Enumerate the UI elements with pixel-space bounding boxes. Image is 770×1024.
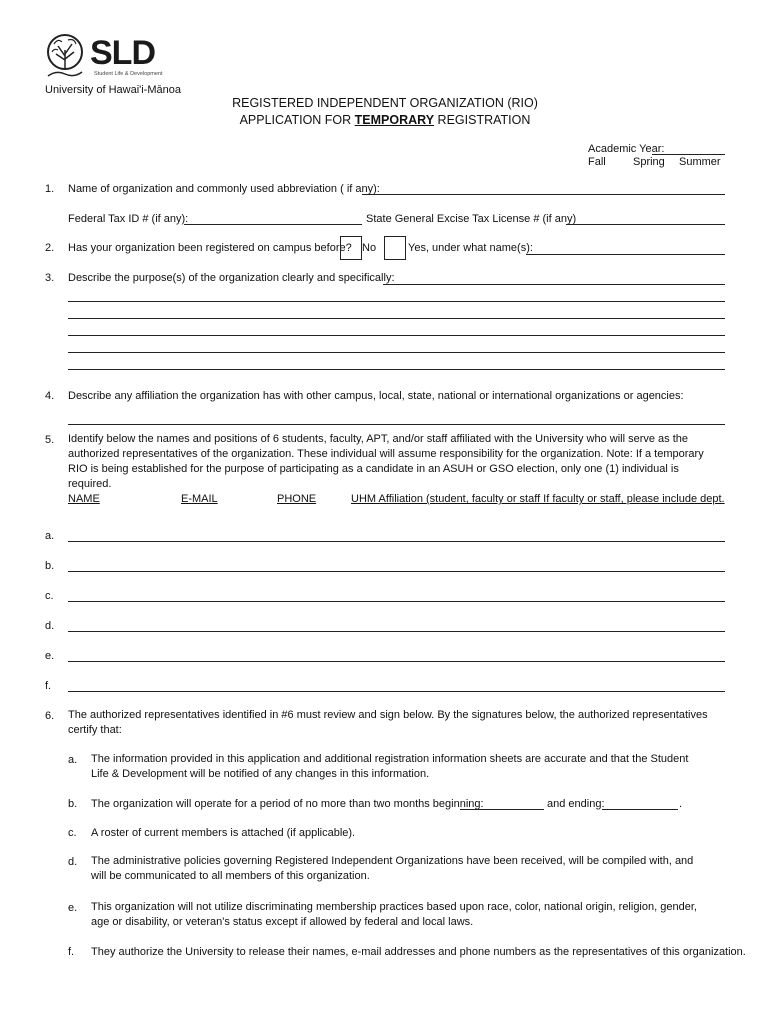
q4-label: Describe any affiliation the organization has with other campus, local, state, national or international organizations or agencies: (68, 390, 684, 402)
q6-f-text: They authorize the University to release their names, e-mail addresses and phone numbers as the representatives of this organization. (91, 946, 746, 958)
affiliation-field[interactable] (68, 424, 725, 425)
title-prefix: APPLICATION FOR (239, 113, 355, 127)
org-name-field[interactable] (362, 194, 725, 195)
purpose-field-line[interactable] (68, 352, 725, 353)
q1-label: Name of organization and commonly used abbreviation ( if any): (68, 183, 380, 195)
purpose-field-line[interactable] (68, 318, 725, 319)
rep-row-label: a. (45, 530, 55, 542)
q3-number: 3. (45, 272, 55, 284)
q4-number: 4. (45, 390, 55, 402)
end-date-field[interactable] (602, 809, 678, 810)
term-summer[interactable]: Summer (679, 156, 721, 168)
q6-d-text: The administrative policies governing Registered Independent Organizations have been received, will be compiled with, and will be communicated to all members of this organization. (91, 855, 694, 882)
purpose-field-line[interactable] (68, 335, 725, 336)
q2-label: Has your organization been registered on campus before? (68, 242, 352, 254)
q6-text: The authorized representatives identified in #6 must review and sign below. By the signatures below, the authorized representatives certify that: (68, 709, 708, 736)
tax-id-field[interactable] (184, 224, 362, 225)
no-label: No (362, 242, 377, 254)
previous-names-field[interactable] (526, 254, 725, 255)
rep-row-field[interactable] (68, 601, 725, 602)
q6-c-label: c. (68, 827, 77, 839)
form-title-line2 (0, 114, 770, 127)
tax-id-label: Federal Tax ID # (if any): (68, 213, 189, 225)
ge-tax-label: State General Excise Tax License # (if any) (366, 213, 577, 225)
term-spring[interactable]: Spring (633, 156, 665, 168)
q1-number: 1. (45, 183, 55, 195)
start-date-field[interactable] (460, 809, 544, 810)
col-name-header: NAME (68, 493, 100, 505)
rep-row-label: c. (45, 590, 54, 602)
q6-a-label: a. (68, 754, 78, 766)
q6-d-label: d. (68, 856, 78, 868)
q6-number: 6. (45, 710, 55, 722)
rep-row-label: e. (45, 650, 55, 662)
q5-number: 5. (45, 434, 55, 446)
col-email-header: E-MAIL (181, 493, 218, 505)
title-temporary: TEMPORARY (354, 113, 435, 127)
q6-b-text1: The organization will operate for a period of no more than two months beginning: (91, 798, 484, 810)
yes-label: Yes, under what name(s): (408, 242, 533, 254)
purpose-field-line[interactable] (68, 301, 725, 302)
col-affiliation-header: UHM Affiliation (student, faculty or staff If faculty or staff, please include dept. (351, 493, 725, 505)
sld-logo (44, 32, 174, 82)
purpose-field-line[interactable] (383, 284, 725, 285)
q6-b-text3: . (679, 798, 683, 810)
term-fall[interactable]: Fall (588, 156, 606, 168)
rep-row-field[interactable] (68, 541, 725, 542)
form-title-line1: REGISTERED INDEPENDENT ORGANIZATION (RIO) (232, 96, 538, 110)
no-checkbox[interactable] (340, 236, 362, 260)
q6-e-label: e. (68, 902, 78, 914)
logo-text: SLD (90, 34, 155, 72)
q6-f-label: f. (68, 946, 75, 958)
q3-label: Describe the purpose(s) of the organization clearly and specifically: (68, 272, 395, 284)
yes-checkbox[interactable] (384, 236, 406, 260)
ge-tax-field[interactable] (566, 224, 725, 225)
academic-year-label: Academic Year: (588, 143, 665, 155)
q5-text: Identify below the names and positions of 6 students, faculty, APT, and/or staff affiliated with the University who will serve as the authorized representatives of the organization. These individual will assume responsibility for the organization. Note: If a temporary RIO is being established for the purpose of participating as a candidate in an ASUH or GSO election, only one (1) individual is required. (68, 433, 704, 490)
rep-row-label: d. (45, 620, 55, 632)
tree-icon (44, 32, 86, 80)
rep-row-label: f. (45, 680, 52, 692)
rep-row-field[interactable] (68, 661, 725, 662)
q6-e-text: This organization will not utilize discriminating membership practices based upon race, color, national origin, religion, gender, age or disability, or veteran's status except if allowed by federal and local laws. (91, 901, 697, 928)
q6-c-text: A roster of current members is attached (if applicable). (91, 827, 356, 839)
logo-subtext: Student Life & Development (94, 71, 163, 77)
col-phone-header: PHONE (277, 493, 317, 505)
q2-number: 2. (45, 242, 55, 254)
rep-row-label: b. (45, 560, 55, 572)
purpose-field-line[interactable] (68, 369, 725, 370)
title-suffix: REGISTRATION (434, 113, 531, 127)
rep-row-field[interactable] (68, 571, 725, 572)
rep-row-field[interactable] (68, 691, 725, 692)
university-name: University of Hawai'i-Mānoa (45, 84, 181, 96)
q6-b-text2: and ending: (547, 798, 605, 810)
academic-year-field[interactable] (652, 154, 725, 155)
q6-a-text: The information provided in this application and additional registration information sheets are accurate and that the Student Life & Development will be notified of any changes in this information. (91, 753, 689, 780)
rep-row-field[interactable] (68, 631, 725, 632)
q6-b-label: b. (68, 798, 78, 810)
